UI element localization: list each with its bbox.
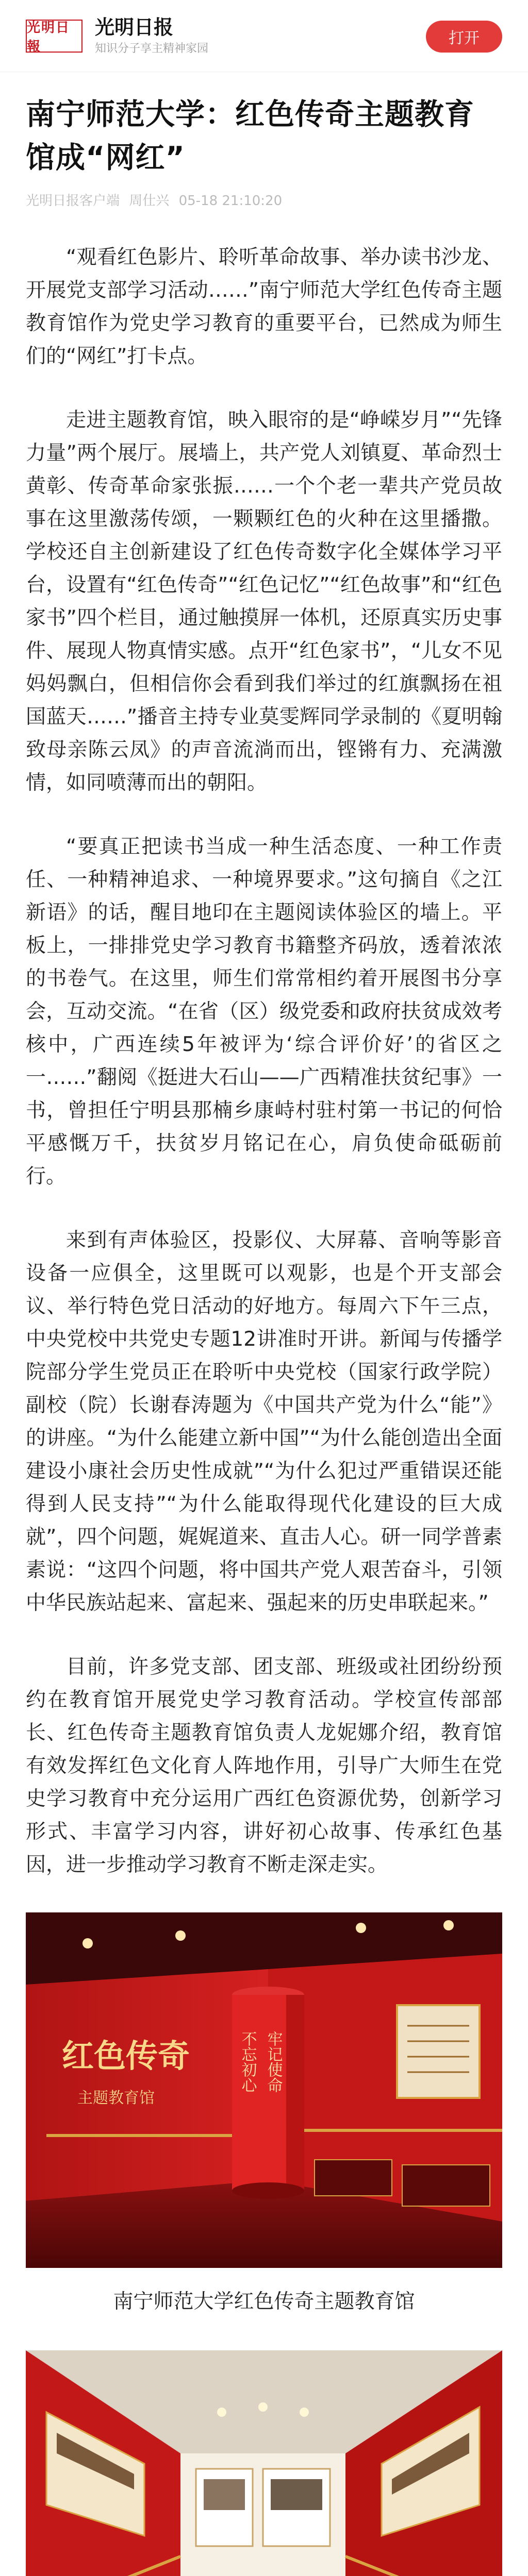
article-meta <box>26 192 502 210</box>
open-app-button[interactable]: 打开 <box>426 21 502 53</box>
exhibition-hall-photo[interactable] <box>26 1912 502 2268</box>
article-title: 南宁师范大学：红色传奇主题教育馆成“网红” <box>26 97 474 175</box>
brand-slogan: 知识分子享主精神家园 <box>95 42 209 55</box>
article-source: 光明日报客户端 <box>26 193 120 209</box>
article-paragraph: 走进主题教育馆，映入眼帘的是“峥嵘岁月”“先锋力量”两个展厅。展墙上，共产党人刘镇夏、革命烈士黄彰、传奇革命家张振……一个个老一辈共产党员故事在这里激荡传颂，一颗颗红色的火种在这里播撒。学校还自主创新建设了红色传奇数字化全媒体学习平台，设置有“红色传奇”“红色记忆”“红色故事”和“红色家书”四个栏目，通过触摸屏一体机，还原真实历史事件、展现人物真情实感。点开“红色家书”，“儿女不见妈妈飘白，但相信你会看到我们举过的红旗飘扬在祖国蓝天……”播音主持专业莫雯辉同学录制的《夏明翰致母亲陈云凤》的声音流淌而出，铿锵有力、充满激情，如同喷薄而出的朝阳。 <box>26 409 502 794</box>
wall-subtitle-text: 主题教育馆 <box>77 2089 155 2107</box>
article-time: 05-18 21:10:20 <box>178 193 283 209</box>
logo-mark-icon: 光明日報 <box>26 20 82 53</box>
app-header <box>0 0 528 72</box>
article-author: 周仕兴 <box>129 193 170 209</box>
article-paragraph: 来到有声体验区，投影仪、大屏幕、音响等影音设备一应俱全，这里既可以观影，也是个开支部会议、举行特色党日活动的好地方。每周六下午三点，中央党校中共党史专题12讲准时开讲。新闻与传播学院部分学生党员正在聆听中央党校（国家行政学院）副校（院）长谢春涛题为《中国共产党为什么“能”》的讲座。“为什么能建立新中国”“为什么能创造出全面建设小康社会历史性成就”“为什么犯过严重错误还能得到人民支持”“为什么能取得现代化建设的巨大成就”，四个问题，娓娓道来、直击人心。研一同学普素素说：“这四个问题，将中国共产党人艰苦奋斗，引领中华民族站起来、富起来、强起来的历史串联起来。” <box>26 1229 502 1615</box>
wall-title-text: 红色传奇 <box>62 2037 190 2075</box>
brand-name: 光明日报 <box>95 15 174 39</box>
article-body <box>26 241 502 2576</box>
pillar-text-2: 牢记使命 <box>264 2031 283 2093</box>
photo-caption: 南宁师范大学红色传奇主题教育馆 <box>113 2290 415 2313</box>
article <box>0 72 528 2576</box>
pillar-text-1: 不忘初心 <box>238 2031 257 2093</box>
article-paragraph: “观看红色影片、聆听革命故事、举办读书沙龙、开展党支部学习活动……”南宁师范大学红色传奇主题教育馆作为党史学习教育的重要平台，已然成为师生们的“网红”打卡点。 <box>26 246 502 368</box>
exhibition-corridor-photo[interactable] <box>26 2350 502 2576</box>
article-paragraph: 目前，许多党支部、团支部、班级或社团纷纷预约在教育馆开展党史学习教育活动。学校宣传部部长、红色传奇主题教育馆负责人龙妮娜介绍，教育馆有效发挥红色文化育人阵地作用，引导广大师生在党史学习教育中充分运用广西红色资源优势，创新学习形式、丰富学习内容，讲好初心故事、传承红色基因，进一步推动学习教育不断走深走实。 <box>26 1655 502 1876</box>
article-paragraph: “要真正把读书当成一种生活态度、一种工作责任、一种精神追求、一种境界要求。”这句摘自《之江新语》的话，醒目地印在主题阅读体验区的墙上。平板上，一排排党史学习教育书籍整齐码放，透着浓浓的书卷气。在这里，师生们常常相约着开展图书分享会，互动交流。“在省（区）级党委和政府扶贫成效考核中，广西连续5年被评为‘综合评价好’的省区之一……”翻阅《挺进大石山——广西精准扶贫纪事》一书，曾担任宁明县那楠乡康峙村驻村第一书记的何恰平感慨万千，扶贫岁月铭记在心，肩负使命砥砺前行。 <box>26 835 502 1188</box>
brand-logo[interactable] <box>26 15 208 57</box>
